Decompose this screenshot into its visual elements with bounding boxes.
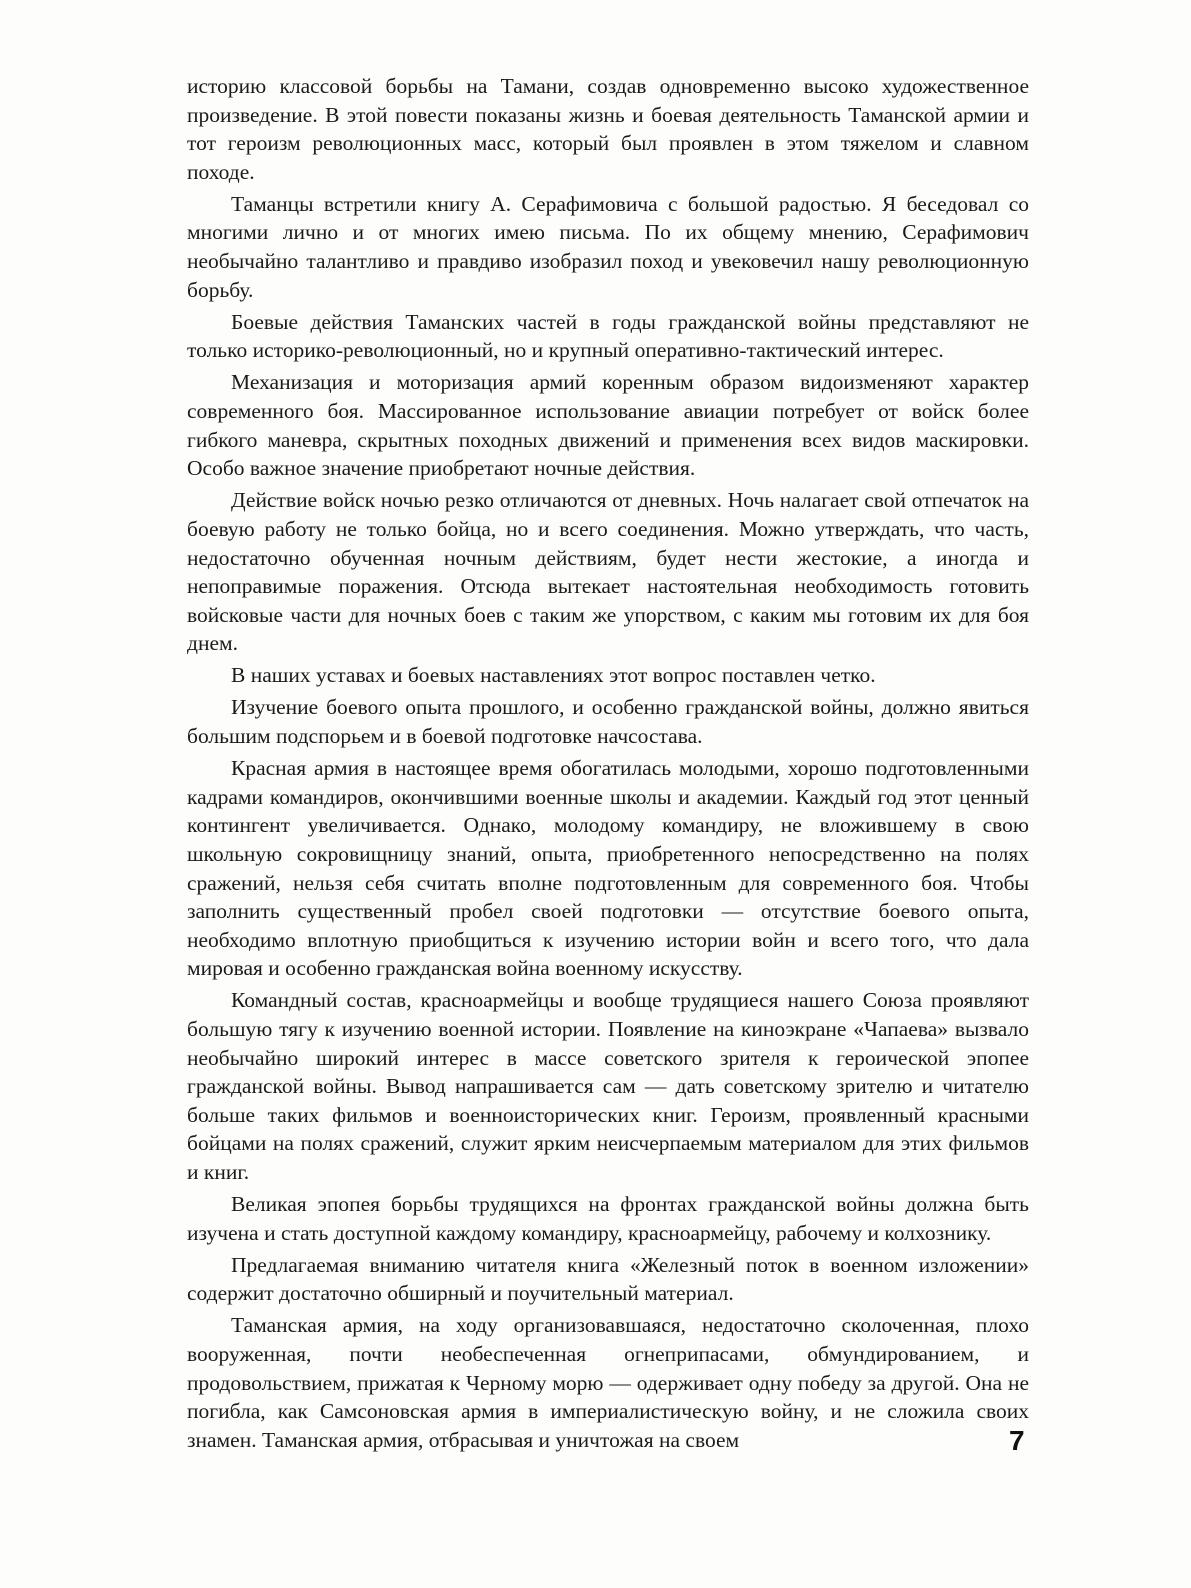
paragraph: Изучение боевого опыта прошлого, и особенно гражданской войны, должно явиться большим подспорьем и в боевой подготовке начсостава. xyxy=(187,695,1029,749)
paragraph: Таманская армия, на ходу организовавшаяся, недостаточно сколоченная, плохо вооруженная, почти необеспеченная огнеприпасами, обмундированием, и продовольствием, прижатая к Черному морю — одерживает одну победу за другой. Она не погибла, как Самсоновская армия в империалистическую войну, и не сложила своих знамен. Таманская армия, отбрасывая и уничтожая на своем xyxy=(187,1313,1029,1452)
paragraph: В наших уставах и боевых наставлениях этот вопрос поставлен четко. xyxy=(231,663,876,688)
paragraph: Великая эпопея борьбы трудящихся на фронтах гражданской войны должна быть изучена и стать доступной каждому командиру, красноармейцу, рабочему и колхознику. xyxy=(187,1192,1029,1245)
paragraph: Действие войск ночью резко отличаются от дневных. Ночь налагает свой отпечаток на боевую работу не только бойца, но и всего соединения. Можно утверждать, что часть, недостаточно обученная ночным действиям, будет нести жестокие, а иногда и непоправимые поражения. Отсюда вытекает настоятельная необходимость готовить войсковые части для ночных боев с таким же упорством, с каким мы готовим их для боя днем. xyxy=(187,488,1029,656)
page-number: 7 xyxy=(1009,1425,1025,1456)
paragraph: Красная армия в настоящее время обогатилась молодыми, хорошо подготовленными кадрами командиров, окончившими военные школы и академии. Каждый год этот ценный контингент увеличивается. Однако, молодому командиру, не вложившему в свою школьную сокровищницу знаний, опыта, приобретенного непосредственно на полях сражений, нельзя себя считать вполне подготовленным для современного боя. Чтобы заполнить существенный пробел своей подготовки — отсутствие боевого опыта, необходимо вплотную приобщиться к изучению истории войн и всего того, что дала мировая и особенно гражданская война военному искусству. xyxy=(187,756,1029,981)
paragraph: Боевые действия Таманских частей в годы гражданской войны представляют не только историко-революционный, но и крупный оперативно-тактический интерес. xyxy=(187,309,1029,363)
paragraph: Командный состав, красноармейцы и вообще трудящиеся нашего Союза проявляют большую тягу к изучению военной истории. Появление на киноэкране «Чапаева» вызвало необычайно широкий интерес в массе советского зрителя к героической эпопее гражданской войны. Вывод напрашивается сам — дать советскому зрителю и читателю больше таких фильмов и военноисторических книг. Героизм, проявленный красными бойцами на полях сражений, служит ярким неисчерпаемым материалом для этих фильмов и книг. xyxy=(187,988,1029,1184)
paragraph: Предлагаемая вниманию читателя книга «Железный поток в военном изложении» содержит достаточно обширный и поучительный материал. xyxy=(187,1252,1029,1306)
paragraph: Таманцы встретили книгу А. Серафимовича с большой радостью. Я беседовал со многими лично и от многих имею письма. По их общему мнению, Серафимович необычайно талантливо и правдиво изобразил поход и увековечил нашу революционную борьбу. xyxy=(187,191,1029,302)
paragraph: историю классовой борьбы на Тамани, создав одновременно высоко художественное произведение. В этой повести показаны жизнь и боевая деятельность Таманской армии и тот героизм революционных масс, который был проявлен в этом тяжелом и славном походе. xyxy=(187,74,1029,184)
paragraph: Механизация и моторизация армий коренным образом видоизменяют характер современного боя. Массированное использование авиации потребует от войск более гибкого маневра, скрытных походных движений и применения всех видов маскировки. Особо важное значение приобретают ночные действия. xyxy=(187,370,1029,481)
body-text xyxy=(187,72,1029,1458)
